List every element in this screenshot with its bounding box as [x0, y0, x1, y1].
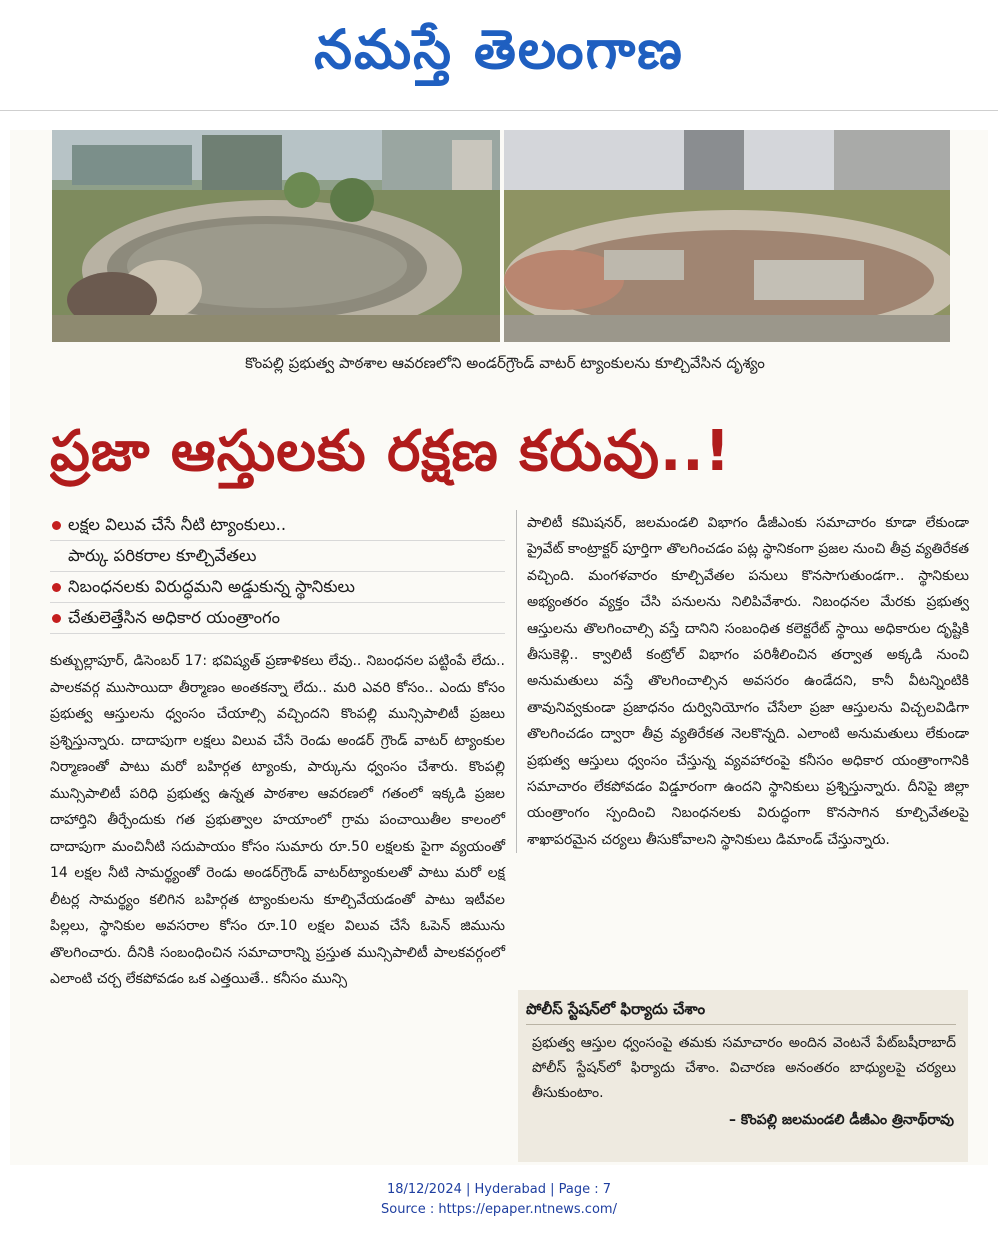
quote-signature: – కొంపల్లి జలమండలి డీజీఎం త్రినాథ్‌రావు: [728, 1112, 954, 1128]
paragraph: పాలిటీ కమిషనర్, జలమండలి విభాగం డీజీఎంకు సమాచారం కూడా లేకుండా ప్రైవేట్ కాంట్రాక్టర్ పూర్తిగా తొలగించడం పట్ల స్థానికంగా ప్రజల నుంచి తీవ్ర వ్యతిరేకత వచ్చింది. మంగళవారం కూల్చివేతల పనులు కొనసాగుతుండగా.. స్థానికులు అభ్యంతరం వ్యక్తం చేసి పనులను నిలిపివేశారు. నిబంధనల మేరకు ప్రభుత్వ ఆస్తులను తొలగించాల్సి వస్తే దానిని సంబంధిత కలెక్టరేట్ స్థాయి అధికారుల దృష్టికి తీసుకెళ్లి.. క్వాలిటీ కంట్రోల్ విభాగం పరిశీలించిన తర్వాత అక్కడి నుంచి అనుమతులు వస్తే తొలగించాల్సిన అవసరం ఉండేదని, కానీ వీటన్నింటికి తావునివ్వకుండా ప్రజాధనం దుర్వినియోగం చేసేలా ప్రజా ఆస్తులను విచ్చలవిడిగా తొలగించడం ద్వారా తీవ్ర వ్యతిరేకత నెలకొన్నది. ఎలాంటి అనుమతులు లేకుండా ప్రభుత్వ ఆస్తులు ధ్వంసం చేస్తున్న వ్యవహారంపై కనీసం అధికార యంత్రాంగానికి సమాచారం లేకపోవడం విడ్డూరంగా ఉందని స్థానికులు ప్రశ్నిస్తున్నారు. దీనిపై జిల్లా యంత్రాంగం స్పందించి నిబంధనలకు విరుద్ధంగా కొనసాగిన కూల్చివేతలపై శాఖాపరమైన చర్యలు తీసుకోవాలని స్థానికులు డిమాండ్ చేస్తున్నారు.: [527, 515, 969, 848]
quote-box-title: పోలీస్ స్టేషన్‌లో ఫిర్యాదు చేశాం: [526, 990, 956, 1025]
headline: ప్రజా ఆస్తులకు రక్షణ కరువు..!: [50, 419, 732, 484]
photo-caption: కొంపల్లి ప్రభుత్వ పాఠశాల ఆవరణలోని అండర్‌గ్రౌండ్ వాటర్ ట్యాంకులను కూల్చివేసిన దృశ్యం: [245, 354, 765, 372]
article-body-left: [50, 648, 505, 993]
highlight-item: చేతులెత్తేసిన అధికార యంత్రాంగం: [50, 603, 505, 634]
edition-info: 18/12/2024 | Hyderabad | Page : 7: [386, 1182, 612, 1197]
newspaper-logo: నమస్తే తెలంగాణ: [314, 18, 684, 81]
bullet-icon: [52, 583, 61, 592]
article-body-right: [527, 510, 969, 853]
photo-right: [504, 130, 950, 342]
highlight-item: పార్కు పరికరాల కూల్చివేతలు: [50, 541, 505, 572]
masthead-divider: [0, 110, 998, 111]
news-article: [10, 130, 988, 1165]
paragraph: కుత్బుల్లాపూర్, డిసెంబర్ 17: భవిష్యత్ ప్రణాళికలు లేవు.. నిబంధనల పట్టింపే లేదు.. పాలకవర్గ ముసాయిదా తీర్మాణం అంతకన్నా లేదు.. మరి ఎవరి కోసం.. ఎందు కోసం ప్రభుత్వ ఆస్తులను ధ్వంసం చేయాల్సి వచ్చిందని కొంపల్లి మున్సిపాలిటీ ప్రజలు ప్రశ్నిస్తున్నారు. దాదాపుగా లక్షలు విలువ చేసే రెండు అండర్ గ్రౌండ్ వాటర్ ట్యాంకుల నిర్మాణంతో పాటు మరో బహిర్గత ట్యాంకు, పార్కును ధ్వంసం చేశారు. కొంపల్లి మున్సిపాలిటీ పరిధి ప్రభుత్వ ఉన్నత పాఠశాల ఆవరణలో గతంలో ఇక్కడి ప్రజల దాహార్తిని తీర్చేందుకు గత ప్రభుత్వాల హయాంలో గ్రామ పంచాయితీల కాలంలో దాదాపుగా మంచినీటి సదుపాయం కోసం సుమారు రూ.50 లక్షలకు పైగా వ్యయంతో 14 లక్షల నీటి సామర్థ్యంతో రెండు అండర్‌గ్రౌండ్ వాటర్‌ట్యాంకులతో పాటు మరో లక్ష లీటర్ల సామర్థ్యం కలిగిన బహిర్గత ట్యాంకులను కూల్చివేయడంతో పాటు ఇటీవల పిల్లలు, స్థానికుల అవసరాల కోసం రూ.10 లక్షల విలువ చేసే ఓపెన్ జిమును తొలగించారు. దీనికి సంబంధించిన సమాచారాన్ని ప్రస్తుత మున్సిపాలిటీ పాలకవర్గంలో ఎలాంటి చర్చ లేకపోవడం ఒక ఎత్తయితే.. కనీసం మున్సి: [50, 653, 505, 987]
highlights: [50, 510, 505, 634]
page-footer: [0, 1180, 998, 1220]
bullet-icon: [52, 521, 61, 530]
right-column: [516, 510, 969, 853]
quote-box: [518, 990, 968, 1162]
left-column: [50, 510, 505, 993]
highlight-item: లక్షల విలువ చేసే నీటి ట్యాంకులు..: [50, 510, 505, 541]
photo-left: [52, 130, 500, 342]
quote-text: ప్రభుత్వ ఆస్తుల ధ్వంసంపై తమకు సమాచారం అందిన వెంటనే పేట్‌బషీరాబాద్ పోలీస్ స్టేషన్‌లో ఫిర్యాదు చేశాం. విచారణ అనంతరం బాధ్యులపై చర్యలు తీసుకుంటాం.: [532, 1035, 956, 1101]
masthead: [0, 0, 998, 112]
source-link[interactable]: Source : https://epaper.ntnews.com/: [381, 1202, 617, 1217]
highlight-item: నిబంధనలకు విరుద్ధమని అడ్డుకున్న స్థానికులు: [50, 572, 505, 603]
bullet-icon: [52, 614, 61, 623]
